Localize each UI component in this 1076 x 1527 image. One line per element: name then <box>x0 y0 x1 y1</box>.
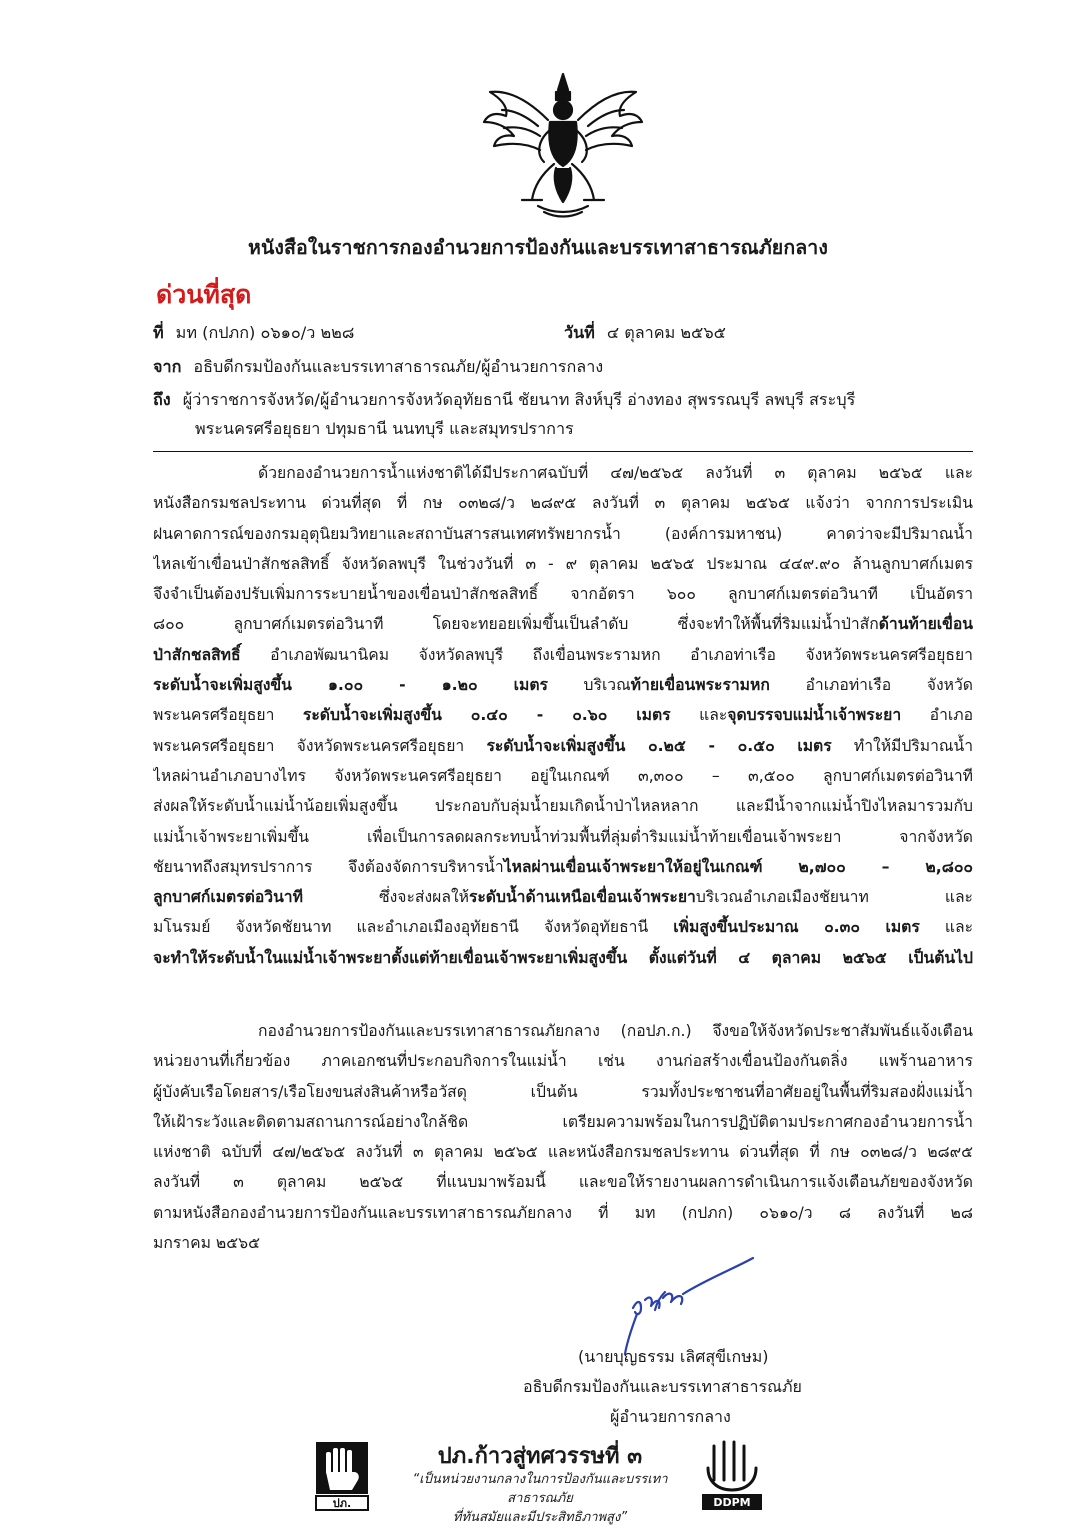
from-label: จาก <box>153 357 182 376</box>
paragraph-line <box>153 852 973 882</box>
reference-row <box>153 320 354 346</box>
urgency-label: ด่วนที่สุด <box>156 280 252 309</box>
paragraph-line: ไหลผ่านอำเภอบางไทร จังหวัดพระนครศรีอยุธยา อยู่ในเกณฑ์ ๓,๓๐๐ – ๓,๕๐๐ ลูกบาศก์เมตรต่อวินาที <box>153 765 973 785</box>
bold-run: จะทำให้ระดับน้ำในแม่น้ำเจ้าพระยาตั้งแต่ท้ายเขื่อนเจ้าพระยาเพิ่มสูงขึ้น ตั้งแต่วันที่ ๔ ตุลาคม ๒๕๖๕ เป็นต้นไป <box>153 947 973 967</box>
bold-run: ระดับน้ำจะเพิ่มสูงขึ้น ๑.๐๐ - ๑.๒๐ เมตร <box>153 675 548 695</box>
paragraph-line: ผู้บังคับเรือโดยสาร/เรือโยงขนส่งสินค้าหรือวัสดุ เป็นต้น รวมทั้งประชาชนที่อาศัยอยู่ในพื้นที่ริมสองฝั่งแม่น้ำ <box>153 1081 973 1101</box>
bold-run: ระดับน้ำด้านเหนือเขื่อนเจ้าพระยา <box>468 887 696 907</box>
paragraph-line <box>153 882 973 912</box>
paragraph-line: ตามหนังสือกองอำนวยการป้องกันและบรรเทาสาธารณภัยกลาง ที่ มท (กปภก) ๐๖๑๐/ว ๘ ลงวันที่ ๒๘ <box>153 1202 973 1222</box>
text-run: พระนครศรีอยุธยา จังหวัดพระนครศรีอยุธยา <box>153 735 487 755</box>
paragraph-line <box>153 700 973 730</box>
paragraph-line <box>153 731 973 761</box>
text-run: อำเภอพัฒนานิคม จังหวัดลพบุรี ถึงเขื่อนพระรามหก อำเภอท่าเรือ จังหวัดพระนครศรีอยุธยา <box>240 644 973 664</box>
bold-run: เพิ่มสูงขึ้นประมาณ ๐.๓๐ เมตร <box>673 917 920 937</box>
paragraph-line <box>153 609 973 639</box>
paragraph-line: กองอำนวยการป้องกันและบรรเทาสาธารณภัยกลาง (กอปภ.ก.) จึงขอให้จังหวัดประชาสัมพันธ์แจ้งเตือน <box>258 1021 973 1040</box>
bold-run: ระดับน้ำจะเพิ่มสูงขึ้น ๐.๒๕ - ๐.๕๐ เมตร <box>486 735 832 755</box>
body-paragraph-1 <box>153 458 973 973</box>
header-divider <box>153 451 973 452</box>
text-run: อำเภอท่าเรือ จังหวัด <box>769 675 973 695</box>
signatory-name: (นายบุญธรรม เลิศสุขีเกษม) <box>578 1347 769 1366</box>
date-row <box>564 320 726 346</box>
text-run: อำเภอ <box>901 705 973 725</box>
signatory-position-1: อธิบดีกรมป้องกันและบรรเทาสาธารณภัย <box>523 1377 802 1396</box>
paragraph-line: มกราคม ๒๕๖๕ <box>153 1233 260 1253</box>
to-value-line1: ผู้ว่าราชการจังหวัด/ผู้อำนวยการจังหวัดอุทัยธานี ชัยนาท สิงห์บุรี อ่างทอง สุพรรณบุรี ลพบุรี สระบุรี <box>182 390 856 409</box>
paragraph-line: จึงจำเป็นต้องปรับเพิ่มการระบายน้ำของเขื่อนป่าสักชลสิทธิ์ จากอัตรา ๖๐๐ ลูกบาศก์เมตรต่อวินาที เป็นอัตรา <box>153 584 973 604</box>
ddpm-logo-icon <box>700 1438 764 1512</box>
paragraph-line: ฝนคาดการณ์ของกรมอุตุนิยมวิทยาและสถาบันสารสนเทศทรัพยากรน้ำ (องค์การมหาชน) คาดว่าจะมีปริมาณน้ำ <box>153 523 973 543</box>
slogan-line-1: “เป็นหน่วยงานกลางในการป้องกันและบรรเทาสาธารณภัย <box>412 1472 668 1506</box>
paragraph-line: หน่วยงานที่เกี่ยวข้อง ภาคเอกชนที่ประกอบกิจการในแม่น้ำ เช่น งานก่อสร้างเขื่อนป้องกันตลิ่ง แพร้านอาหาร <box>153 1051 973 1071</box>
text-run: ซึ่งจะส่งผลให้ <box>302 887 469 907</box>
svg-text:ปภ.: ปภ. <box>332 1497 352 1510</box>
paragraph-line <box>153 912 973 942</box>
paragraph-line: ด้วยกองอำนวยการน้ำแห่งชาติได้มีประกาศฉบับที่ ๔๗/๒๕๖๕ ลงวันที่ ๓ ตุลาคม ๒๕๖๕ และ <box>258 463 973 482</box>
date-value: ๔ ตุลาคม ๒๕๖๕ <box>606 323 726 342</box>
reference-number: มท (กปภก) ๐๖๑๐/ว ๒๒๘ <box>175 323 355 342</box>
reference-label: ที่ <box>153 323 164 342</box>
paragraph-line: ให้เฝ้าระวังและติดตามสถานการณ์อย่างใกล้ชิด เตรียมความพร้อมในการปฏิบัติตามประกาศกองอำนวยการน้ำ <box>153 1111 973 1131</box>
slogan-title: ปภ.ก้าวสู่ทศวรรษที่ ๓ <box>437 1444 643 1469</box>
to-label: ถึง <box>153 390 171 409</box>
bold-run: ไหลผ่านเขื่อนเจ้าพระยาให้อยู่ในเกณฑ์ ๒,๗๐๐ – ๒,๘๐๐ <box>503 856 973 876</box>
bold-run: ลูกบาศก์เมตรต่อวินาที <box>153 887 303 907</box>
to-row <box>153 387 855 413</box>
text-run: บริเวณอำเภอเมืองชัยนาท และ <box>695 887 973 907</box>
paragraph-line: ไหลเข้าเขื่อนป่าสักชลสิทธิ์ จังหวัดลพบุรี ในช่วงวันที่ ๓ - ๙ ตุลาคม ๒๕๖๕ ประมาณ ๔๔๙.๙๐ ล้านลูกบาศก์เมตร <box>153 553 973 573</box>
text-run: มโนรมย์ จังหวัดชัยนาท และอำเภอเมืองอุทัยธานี จังหวัดอุทัยธานี <box>153 917 674 937</box>
paragraph-line: แม่น้ำเจ้าพระยาเพิ่มขึ้น เพื่อเป็นการลดผลกระทบน้ำท่วมพื้นที่ลุ่มต่ำริมแม่น้ำท้ายเขื่อนเจ้าพระยา จากจังหวัด <box>153 826 973 846</box>
slogan-text <box>380 1470 700 1527</box>
signatory-position-2: ผู้อำนวยการกลาง <box>610 1407 731 1426</box>
paragraph-line: ลงวันที่ ๓ ตุลาคม ๒๕๖๕ ที่แนบมาพร้อมนี้ และขอให้รายงานผลการดำเนินการแจ้งเตือนภัยของจังหวัด <box>153 1172 973 1192</box>
slogan-line-2: ที่ทันสมัยและมีประสิทธิภาพสูง” <box>452 1510 628 1525</box>
paragraph-line: แห่งชาติ ฉบับที่ ๔๗/๒๕๖๕ ลงวันที่ ๓ ตุลาคม ๒๕๖๕ และหนังสือกรมชลประทาน ด่วนที่สุด ที่ กษ ๐๓๒๘/ว ๒๘๙๕ <box>153 1142 973 1162</box>
paragraph-line: หนังสือกรมชลประทาน ด่วนที่สุด ที่ กษ ๐๓๒๘/ว ๒๘๙๕ ลงวันที่ ๓ ตุลาคม ๒๕๖๕ แจ้งว่า จากการประเมิน <box>153 493 973 513</box>
text-run: ทำให้มีปริมาณน้ำ <box>831 735 973 755</box>
text-run: บริเวณ <box>547 675 631 695</box>
text-run: ชัยนาทถึงสมุทรปราการ จึงต้องจัดการบริหารน้ำ <box>153 856 504 876</box>
to-row-continued <box>195 416 574 442</box>
garuda-emblem-icon <box>478 70 648 220</box>
text-run: ๘๐๐ ลูกบาศก์เมตรต่อวินาที โดยจะทยอยเพิ่มขึ้นเป็นลำดับ ซึ่งจะทำให้พื้นที่ริมแม่น้ำป่าสัก <box>153 614 879 634</box>
svg-text:DDPM: DDPM <box>713 1496 751 1509</box>
text-run: และ <box>670 705 728 725</box>
footer-banner <box>0 1430 1076 1525</box>
paragraph-line <box>153 943 973 973</box>
text-run: และ <box>919 917 973 937</box>
document-title: หนังสือในราชการกองอำนวยการป้องกันและบรรเทาสาธารณภัยกลาง <box>248 236 828 259</box>
bold-run: จุดบรรจบแม่น้ำเจ้าพระยา <box>727 705 902 725</box>
handwritten-signature <box>585 1250 765 1355</box>
paragraph-line: ส่งผลให้ระดับน้ำแม่น้ำน้อยเพิ่มสูงขึ้น ประกอบกับลุ่มน้ำยมเกิดน้ำป่าไหลหลาก และมีน้ำจากแม่น้ำปิงไหลมารวมกับ <box>153 796 973 816</box>
paragraph-line <box>153 670 973 700</box>
bold-run: ป่าสักชลสิทธิ์ <box>153 644 241 664</box>
paragraph-line <box>153 640 973 670</box>
text-run: พระนครศรีอยุธยา <box>153 705 303 725</box>
body-paragraph-2 <box>153 1016 973 1258</box>
from-row <box>153 354 603 380</box>
bold-run: ด้านท้ายเขื่อน <box>878 614 973 634</box>
dpm-hand-logo-icon <box>314 1440 370 1512</box>
bold-run: ระดับน้ำจะเพิ่มสูงขึ้น ๐.๔๐ - ๐.๖๐ เมตร <box>302 705 671 725</box>
date-label: วันที่ <box>564 323 595 342</box>
to-value-line2: พระนครศรีอยุธยา ปทุมธานี นนทบุรี และสมุทรปราการ <box>195 419 574 438</box>
from-value: อธิบดีกรมป้องกันและบรรเทาสาธารณภัย/ผู้อำนวยการกลาง <box>193 357 604 376</box>
bold-run: ท้ายเขื่อนพระรามหก <box>630 675 770 695</box>
